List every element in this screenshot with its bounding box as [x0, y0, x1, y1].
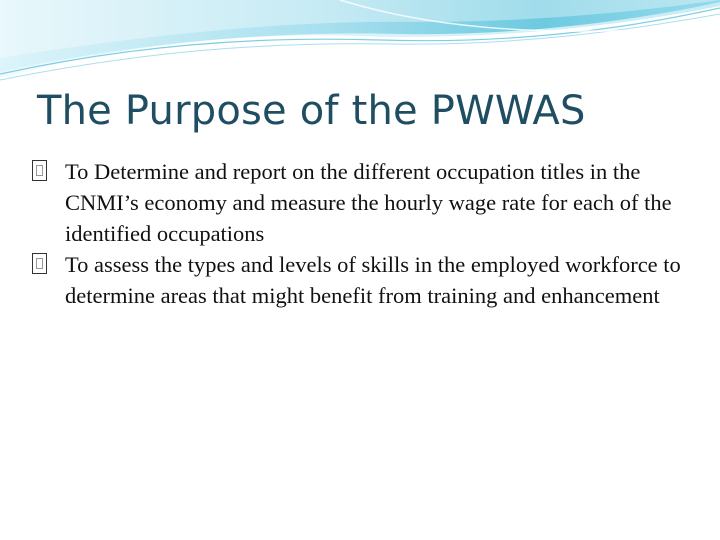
slide-title: The Purpose of the PWWAS: [37, 88, 586, 134]
bullet-item: [32, 156, 702, 249]
bullet-item: [32, 249, 702, 311]
bullet-text: To Determine and report on the different occupation titles in the CNMI’s economy and measure the hourly wage rate for each of the identified occupations: [65, 159, 672, 246]
bullet-text: To assess the types and levels of skills in the employed workforce to determine areas that might benefit from training and enhancement: [65, 252, 681, 308]
bullet-box-icon: [32, 160, 47, 181]
bullet-list: [32, 156, 702, 311]
header-wave-decoration: [0, 0, 720, 90]
bullet-box-icon: [32, 253, 47, 274]
